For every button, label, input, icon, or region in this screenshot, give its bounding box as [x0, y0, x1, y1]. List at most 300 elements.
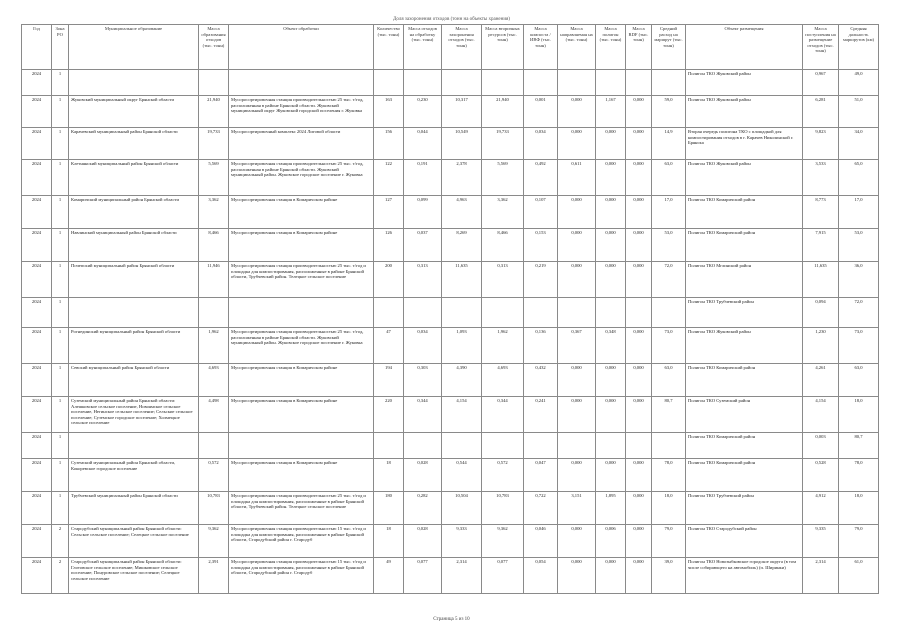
- table-cell: 156: [374, 128, 404, 160]
- table-cell: 0,000: [558, 459, 596, 492]
- table-cell: 0,000: [596, 459, 626, 492]
- table-cell: [596, 433, 626, 459]
- table-cell: 21,940: [199, 96, 229, 128]
- table-cell: 18,0: [839, 492, 879, 525]
- table-cell: 0,000: [626, 558, 652, 594]
- table-cell: 1: [52, 262, 69, 298]
- table-cell: 9,362: [199, 525, 229, 558]
- table-cell: Полигон ТКО Комаричский район: [686, 196, 803, 229]
- table-cell: [69, 70, 199, 96]
- table-cell: [524, 298, 558, 328]
- table-cell: [482, 70, 524, 96]
- table-cell: 78,0: [839, 459, 879, 492]
- table-cell: 1: [52, 328, 69, 364]
- table-cell: 1,167: [596, 96, 626, 128]
- table-cell: 2024: [22, 160, 52, 196]
- table-cell: [199, 433, 229, 459]
- table-cell: 0,432: [524, 364, 558, 397]
- table-cell: 73,0: [652, 328, 686, 364]
- table-cell: Стародубский муниципальный район Брянской области: Сельское сельское поселение; Селецкое сельское поселение: [69, 525, 199, 558]
- table-cell: 0,344: [482, 397, 524, 433]
- table-cell: 0,000: [596, 128, 626, 160]
- table-cell: [626, 298, 652, 328]
- table-cell: 3,362: [482, 196, 524, 229]
- table-cell: 39,0: [652, 558, 686, 594]
- table-cell: Полигон ТКО Жуковский район: [686, 96, 803, 128]
- table-cell: 10,783: [482, 492, 524, 525]
- table-cell: 0,000: [558, 364, 596, 397]
- table-cell: 0,047: [524, 459, 558, 492]
- table-cell: Полигон ТКО Комаричский район: [686, 364, 803, 397]
- table-cell: 1,962: [199, 328, 229, 364]
- table-cell: 2024: [22, 433, 52, 459]
- table-cell: Стародубский муниципальный район Брянской области: Глотовское сельское поселение; Мишковское сельское поселение; Понуровское сельское поселение; Селецкое сельское поселение: [69, 558, 199, 594]
- table-cell: Вторая очередь полигона ТКО с площадкой для компостирования отходов в г. Карачев Николинской г. Брянска: [686, 128, 803, 160]
- table-cell: 2024: [22, 196, 52, 229]
- table-cell: 47: [374, 328, 404, 364]
- table-cell: Навлинский муниципальный район Брянской области: [69, 229, 199, 262]
- table-cell: 0,000: [626, 128, 652, 160]
- table-cell: [558, 433, 596, 459]
- table-cell: 1: [52, 397, 69, 433]
- table-cell: 63,0: [652, 160, 686, 196]
- column-header: Количество (тыс. тонн): [374, 25, 404, 70]
- table-cell: 220: [374, 397, 404, 433]
- table-cell: [596, 70, 626, 96]
- table-cell: 0,000: [626, 459, 652, 492]
- table-cell: 6,281: [803, 96, 839, 128]
- table-cell: 1: [52, 433, 69, 459]
- column-header: Зона РО: [52, 25, 69, 70]
- table-cell: 2024: [22, 96, 52, 128]
- table-cell: 79,0: [839, 525, 879, 558]
- table-cell: 1: [52, 459, 69, 492]
- table-cell: 0,230: [404, 96, 442, 128]
- table-cell: 0,000: [558, 229, 596, 262]
- table-cell: 9,333: [442, 525, 482, 558]
- table-cell: 0,722: [524, 492, 558, 525]
- table-cell: 4,154: [803, 397, 839, 433]
- table-cell: 0,136: [524, 328, 558, 364]
- table-cell: 2,314: [442, 558, 482, 594]
- table-cell: Севский муниципальный район Брянской области: [69, 364, 199, 397]
- table-cell: Мусоросортировочная станция производительностью 25 тыс. т/год, расположенная в районе Брянской области. Жуковский муниципальный район. Жуковское городское поселение г. Жуковка: [229, 160, 374, 196]
- table-cell: 0,001: [524, 96, 558, 128]
- table-cell: Мусоросортировочный комплекс 2024 Лиговой области: [229, 128, 374, 160]
- table-cell: 0,077: [482, 558, 524, 594]
- table-cell: 1: [52, 196, 69, 229]
- table-cell: 0,000: [596, 558, 626, 594]
- table-cell: [626, 70, 652, 96]
- column-header: Муниципальное образование: [69, 25, 199, 70]
- table-cell: 3,362: [199, 196, 229, 229]
- table-cell: 0,000: [626, 196, 652, 229]
- table-cell: 0,348: [596, 328, 626, 364]
- table-cell: 49: [374, 558, 404, 594]
- table-cell: 4,154: [442, 397, 482, 433]
- table-cell: 0,000: [596, 160, 626, 196]
- table-cell: Мусоросортировочная станция производительностью 25 тыс. т/год, расположенная в районе Брянской области. Жуковский муниципальный район. Жуковское городское поселение г. Жуковка: [229, 328, 374, 364]
- table-cell: 5,569: [482, 160, 524, 196]
- column-header: Масса поступления на размещение отходов (тыс. тонн): [803, 25, 839, 70]
- table-cell: 80,7: [839, 433, 879, 459]
- table-cell: 65,0: [839, 160, 879, 196]
- table-cell: 18: [374, 525, 404, 558]
- table-row: [22, 128, 879, 160]
- table-cell: Полигон ТКО Комаричский район: [686, 229, 803, 262]
- table-cell: Мусоросортировочная станция в Комаричском районе: [229, 459, 374, 492]
- table-cell: 0,000: [626, 229, 652, 262]
- table-cell: 53,0: [839, 229, 879, 262]
- table-cell: Мусоросортировочная станция производительностью 25 тыс. т/год, расположенная в районе Брянской области. Жуковский муниципальный округ Жуковский городской поселения г. Жуковка: [229, 96, 374, 128]
- table-cell: 1: [52, 298, 69, 328]
- table-cell: [374, 433, 404, 459]
- column-header: Масса образования отходов (тыс. тонн): [199, 25, 229, 70]
- table-cell: Суземский муниципальный район Брянской области: Алешковское сельское поселение, Новоямское сельское поселение, Негинское сельское поселение; Сельские сельское поселение; Суземское городское поселение; Холмецкое сельское поселение: [69, 397, 199, 433]
- table-cell: [199, 298, 229, 328]
- table-cell: 0,219: [524, 262, 558, 298]
- table-cell: [652, 298, 686, 328]
- table-cell: 0,303: [404, 364, 442, 397]
- table-cell: 10,317: [442, 96, 482, 128]
- table-cell: 0,153: [524, 229, 558, 262]
- table-cell: 1,093: [442, 328, 482, 364]
- table-cell: 11,635: [803, 262, 839, 298]
- table-cell: 2,314: [803, 558, 839, 594]
- table-cell: 2024: [22, 298, 52, 328]
- table-body: [22, 70, 879, 594]
- table-cell: [199, 70, 229, 96]
- table-cell: Комаричский муниципальный район Брянской области: [69, 196, 199, 229]
- table-cell: 2024: [22, 558, 52, 594]
- table-cell: 0,094: [803, 298, 839, 328]
- table-cell: 0,000: [596, 229, 626, 262]
- table-cell: 2024: [22, 70, 52, 96]
- table-cell: [652, 433, 686, 459]
- table-cell: 0,000: [596, 196, 626, 229]
- page-footer: Страница 5 из 10: [433, 617, 470, 622]
- table-cell: 10,783: [199, 492, 229, 525]
- table-cell: 4,390: [442, 364, 482, 397]
- table-cell: [374, 70, 404, 96]
- table-cell: Мусоросортировочная станция производительностью 25 тыс. т/год и площадка для компостирования, расположенные в районе Брянской области, Трубчевский район. Телецкое сельское поселение: [229, 262, 374, 298]
- table-cell: 8,773: [803, 196, 839, 229]
- table-cell: 0,054: [524, 558, 558, 594]
- table-cell: Клетнянский муниципальный район Брянской области: [69, 160, 199, 196]
- table-row: [22, 492, 879, 525]
- table-cell: 1,962: [482, 328, 524, 364]
- table-cell: 1: [52, 70, 69, 96]
- table-cell: [404, 70, 442, 96]
- table-cell: 18: [374, 459, 404, 492]
- table-cell: Мусоросортировочная станция в Комаричском районе: [229, 397, 374, 433]
- table-cell: 4,498: [199, 397, 229, 433]
- table-cell: 0,034: [524, 128, 558, 160]
- table-cell: 2,391: [199, 558, 229, 594]
- table-cell: 51,0: [839, 96, 879, 128]
- table-cell: 0,000: [558, 96, 596, 128]
- table-cell: 0,528: [803, 459, 839, 492]
- table-cell: 2: [52, 525, 69, 558]
- table-row: [22, 262, 879, 298]
- table-cell: 10,549: [442, 128, 482, 160]
- table-cell: Почепский муниципальный район Брянской области: [69, 262, 199, 298]
- table-cell: [652, 70, 686, 96]
- table-cell: 2024: [22, 262, 52, 298]
- table-cell: Полигон ТКО Комаричский район: [686, 459, 803, 492]
- table-row: [22, 558, 879, 594]
- table-cell: 1: [52, 492, 69, 525]
- table-caption: Доля захоронения отходов (тонн на объекты хранения): [393, 17, 510, 22]
- table-cell: Мусоросортировочная станция в Комаричском районе: [229, 364, 374, 397]
- table-cell: 0,000: [596, 262, 626, 298]
- table-cell: Полигон ТКО Трубчевский район: [686, 492, 803, 525]
- table-cell: 2,378: [442, 160, 482, 196]
- table-cell: 0,000: [558, 196, 596, 229]
- table-row: [22, 525, 879, 558]
- table-cell: [442, 433, 482, 459]
- table-cell: [558, 298, 596, 328]
- table-cell: Жуковский муниципальный округ Брянской области: [69, 96, 199, 128]
- table-cell: 0,000: [626, 364, 652, 397]
- table-cell: 2024: [22, 328, 52, 364]
- table-cell: 78,0: [652, 459, 686, 492]
- table-cell: 2024: [22, 229, 52, 262]
- table-cell: 0,000: [626, 397, 652, 433]
- table-cell: 0,028: [404, 459, 442, 492]
- table-cell: 0,282: [404, 492, 442, 525]
- table-cell: 36,0: [839, 262, 879, 298]
- table-cell: 0,099: [404, 196, 442, 229]
- table-cell: Мусоросортировочная станция в Комаричском районе: [229, 196, 374, 229]
- table-cell: 0,572: [482, 459, 524, 492]
- table-cell: 72,0: [652, 262, 686, 298]
- table-cell: 0,037: [404, 229, 442, 262]
- table-cell: [229, 298, 374, 328]
- table-cell: 1,230: [803, 328, 839, 364]
- table-cell: 0,000: [558, 397, 596, 433]
- table-cell: [69, 433, 199, 459]
- table-cell: 0,967: [803, 70, 839, 96]
- column-header: Масса захоронения отходов (тыс. тонн): [442, 25, 482, 70]
- table-cell: 127: [374, 196, 404, 229]
- table-cell: [229, 70, 374, 96]
- table-cell: [404, 298, 442, 328]
- table-cell: 2024: [22, 364, 52, 397]
- table-row: [22, 229, 879, 262]
- table-row: [22, 298, 879, 328]
- table-cell: 2024: [22, 459, 52, 492]
- table-cell: 61,0: [839, 558, 879, 594]
- table-row: [22, 364, 879, 397]
- table-cell: Суземский муниципальный район Брянской области, Кокоревское городское поселение: [69, 459, 199, 492]
- table-cell: 122: [374, 160, 404, 196]
- table-cell: 200: [374, 262, 404, 298]
- table-cell: 4,693: [482, 364, 524, 397]
- waste-flow-table: [21, 24, 879, 594]
- table-cell: Полигон ТКО Жуковский район: [686, 70, 803, 96]
- table-cell: 0,000: [596, 364, 626, 397]
- table-cell: 5,569: [199, 160, 229, 196]
- table-cell: [404, 433, 442, 459]
- column-header: Масса RDF (тыс. тонн): [626, 25, 652, 70]
- table-row: [22, 96, 879, 128]
- table-cell: 2024: [22, 525, 52, 558]
- table-cell: 11,635: [442, 262, 482, 298]
- table-cell: 0,000: [626, 262, 652, 298]
- column-header: Год: [22, 25, 52, 70]
- table-cell: 53,0: [652, 229, 686, 262]
- table-cell: 1: [52, 128, 69, 160]
- table-cell: 9,823: [803, 128, 839, 160]
- table-cell: 0,028: [404, 525, 442, 558]
- table-cell: [442, 298, 482, 328]
- table-cell: [482, 298, 524, 328]
- column-header: Объект размещения: [686, 25, 803, 70]
- table-cell: 0,611: [558, 160, 596, 196]
- table-cell: 1: [52, 229, 69, 262]
- table-cell: 0,046: [524, 525, 558, 558]
- table-cell: 0,000: [558, 128, 596, 160]
- table-cell: 0,006: [596, 525, 626, 558]
- table-row: [22, 328, 879, 364]
- column-header: Масса направляемая на (тыс. тонн): [558, 25, 596, 70]
- table-cell: [596, 298, 626, 328]
- column-header: Объект обработки: [229, 25, 374, 70]
- table-cell: 1: [52, 160, 69, 196]
- table-cell: 1: [52, 364, 69, 397]
- table-cell: 0,044: [404, 128, 442, 160]
- table-cell: 4,912: [803, 492, 839, 525]
- table-cell: 11,946: [199, 262, 229, 298]
- table-cell: 79,0: [652, 525, 686, 558]
- table-row: [22, 397, 879, 433]
- table-cell: 2: [52, 558, 69, 594]
- table-cell: 3,151: [558, 492, 596, 525]
- table-cell: Полигон ТКО Трубчевский район: [686, 298, 803, 328]
- table-cell: [524, 433, 558, 459]
- table-cell: Полигон ТКО Стародубский район: [686, 525, 803, 558]
- table-cell: Полигон ТКО Новозыбковское городское округа (в том числе собирающего на автомобиль) (п. Ширинки): [686, 558, 803, 594]
- table-cell: 4,963: [442, 196, 482, 229]
- table-cell: 0,000: [626, 160, 652, 196]
- table-cell: [374, 298, 404, 328]
- table-cell: 0,572: [199, 459, 229, 492]
- table-cell: 18,0: [652, 492, 686, 525]
- table-cell: 2024: [22, 492, 52, 525]
- table-cell: 34,0: [839, 128, 879, 160]
- table-cell: 0,000: [626, 492, 652, 525]
- table-cell: 63,0: [652, 364, 686, 397]
- table-cell: 80,7: [652, 397, 686, 433]
- column-header: Масса компоста / ИВФ (тыс. тонн): [524, 25, 558, 70]
- table-cell: 2024: [22, 128, 52, 160]
- table-cell: 8,466: [482, 229, 524, 262]
- table-row: [22, 433, 879, 459]
- table-cell: 2024: [22, 397, 52, 433]
- table-cell: Мусоросортировочная станция производительностью 25 тыс. т/год и площадка для компостирования, расположенные в районе Брянской области, Трубчевский район. Телецкое сельское поселение: [229, 492, 374, 525]
- table-cell: 0,000: [626, 328, 652, 364]
- table-cell: 73,0: [839, 328, 879, 364]
- table-cell: [482, 433, 524, 459]
- table-cell: 0,191: [404, 160, 442, 196]
- table-cell: 0,107: [524, 196, 558, 229]
- table-row: [22, 459, 879, 492]
- table-cell: 21,940: [482, 96, 524, 128]
- table-cell: 194: [374, 364, 404, 397]
- table-cell: Полигон ТКО Комаричский район: [686, 433, 803, 459]
- table-row: [22, 70, 879, 96]
- table-cell: Полигон ТКО Жуковский район: [686, 328, 803, 364]
- column-header: Масса вторичных ресурсов (тыс. тонн): [482, 25, 524, 70]
- table-cell: 0,003: [803, 433, 839, 459]
- table-cell: 9,362: [482, 525, 524, 558]
- table-cell: [69, 298, 199, 328]
- column-header: Масса полигон (тыс. тонн): [596, 25, 626, 70]
- table-cell: Трубчевский муниципальный район Брянской области: [69, 492, 199, 525]
- table-cell: Карачевский муниципальный район Брянской области: [69, 128, 199, 160]
- table-cell: 63,0: [839, 364, 879, 397]
- table-cell: [229, 433, 374, 459]
- table-cell: 10,504: [442, 492, 482, 525]
- table-cell: 0,000: [558, 525, 596, 558]
- table-cell: 8,269: [442, 229, 482, 262]
- table-cell: 0,000: [596, 397, 626, 433]
- table-cell: 0,241: [524, 397, 558, 433]
- table-cell: 72,0: [839, 298, 879, 328]
- table-cell: Полигон ТКО Суземский район: [686, 397, 803, 433]
- table-cell: 0,367: [558, 328, 596, 364]
- table-cell: 3,533: [803, 160, 839, 196]
- table-cell: Полигон ТКО Жуковский район: [686, 160, 803, 196]
- table-cell: 14,9: [652, 128, 686, 160]
- table-cell: 0,000: [626, 96, 652, 128]
- table-cell: 1: [52, 96, 69, 128]
- table-cell: 9,335: [803, 525, 839, 558]
- table-row: [22, 160, 879, 196]
- table-cell: 0,000: [558, 558, 596, 594]
- table-cell: Полигон ТКО Мглинский район: [686, 262, 803, 298]
- table-cell: 49,0: [839, 70, 879, 96]
- table-cell: 0,313: [482, 262, 524, 298]
- table-row: [22, 196, 879, 229]
- table-cell: 0,000: [626, 525, 652, 558]
- table-cell: 59,0: [652, 96, 686, 128]
- column-header: Средний расход на маршрут (тыс. тонн): [652, 25, 686, 70]
- table-cell: 7,915: [803, 229, 839, 262]
- table-cell: 17,0: [839, 196, 879, 229]
- table-cell: [626, 433, 652, 459]
- table-cell: 126: [374, 229, 404, 262]
- table-cell: 0,544: [442, 459, 482, 492]
- column-header: Средняя дальность маршрутов (км): [839, 25, 879, 70]
- table-cell: [524, 70, 558, 96]
- table-cell: 4,693: [199, 364, 229, 397]
- table-cell: Мусоросортировочная станция в Комаричском районе: [229, 229, 374, 262]
- table-cell: 4,261: [803, 364, 839, 397]
- table-cell: 180: [374, 492, 404, 525]
- table-cell: 0,034: [404, 328, 442, 364]
- table-header-row: [22, 25, 879, 70]
- table-cell: 19,733: [482, 128, 524, 160]
- table-cell: Рогнединский муниципальный район Брянской области: [69, 328, 199, 364]
- table-cell: 17,0: [652, 196, 686, 229]
- table-cell: 0,000: [558, 262, 596, 298]
- table-cell: 18,0: [839, 397, 879, 433]
- table-cell: Мусоросортировочная станция производительностью 15 тыс. т/год и площадка для компостирования, расположенные в районе Брянской области, Стародубский район г. Стародуб: [229, 558, 374, 594]
- table-cell: Мусоросортировочная станция производительностью 15 тыс. т/год и площадка для компостирования, расположенные в районе Брянской области, Стародубский район г. Стародуб: [229, 525, 374, 558]
- table-cell: 0,077: [404, 558, 442, 594]
